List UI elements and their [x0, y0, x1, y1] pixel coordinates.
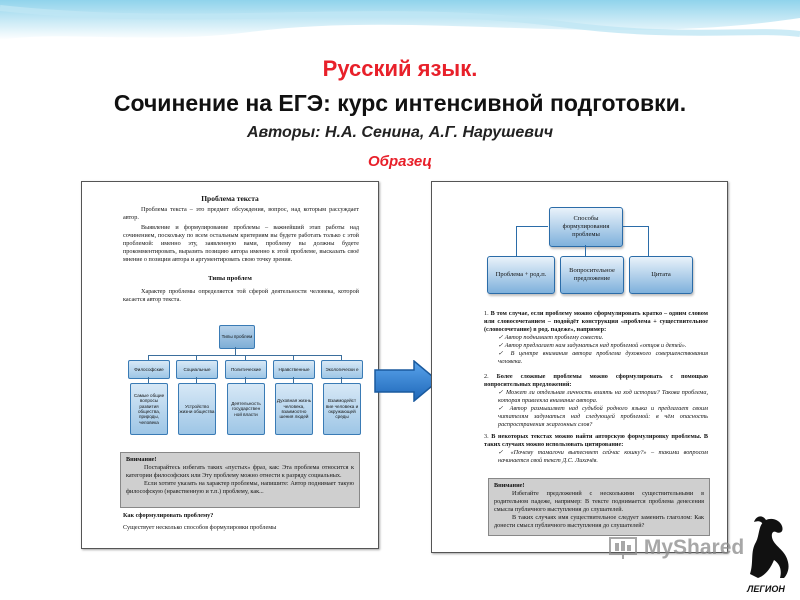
logo-text: ЛЕГИОН	[747, 584, 785, 594]
note-paragraph: Избегайте предложений с несколькими существительными в родительном падеже, например: В тексте поднимается проблема денесения смысла публичного выступления до слушателей.	[494, 490, 704, 513]
paragraph: Характер проблемы определяется той сферой деятельности человека, которой касается автор текста.	[123, 288, 359, 303]
example: ✓ Может ли отдельная личность влиять на ход истории? Такова проблема, которая привлекла внимание автора.	[498, 389, 708, 404]
diagram-category: Экологически е	[321, 360, 363, 379]
diagram-category: Философские	[128, 360, 170, 379]
example: ✓ Автор предлагает нам задуматься над проблемой «отцов и детей».	[498, 342, 687, 349]
example: ✓ «Почему тамагочи вытесняет сейчас кошку?» – такими вопросом начинается свой текст Д.С. Лихачёв.	[498, 449, 708, 464]
example: ✓ Автор поднимает проблему совести.	[498, 334, 604, 341]
subheading: Типы проблем	[208, 275, 252, 282]
right-sample-page	[431, 181, 728, 553]
course-title: Сочинение на ЕГЭ: курс интенсивной подготовки.	[113, 90, 687, 116]
diagram-detail: Устройство жизни общества	[178, 383, 216, 435]
subject-title: Русский язык.	[322, 56, 478, 81]
watermark: MyShared	[608, 536, 744, 560]
authors: Авторы: Н.А. Сенина, А.Г. Нарушевич	[246, 124, 554, 141]
note-paragraph: Постарайтесь избегать таких «пустых» фраз, как: Эта проблема относится к категории философских или Эту проблему можно отнести к разряду социальных.	[126, 464, 354, 479]
page-heading: Проблема текста	[201, 194, 259, 203]
note-paragraph: Если хотите указать на характер проблемы, напишите: Автор поднимает такую философскую (нравственную и т.п.) проблему, как...	[126, 480, 354, 495]
note-title: Внимание!	[494, 482, 525, 489]
item-2: 2. Более сложные проблемы можно сформулировать с помощью вопросительных предложений:	[484, 373, 709, 388]
diagram-root: Способы формулирования проблемы	[549, 207, 623, 247]
diagram-category: Социальные	[176, 360, 218, 379]
diagram-root: Типы проблем	[219, 325, 255, 349]
note-paragraph: В таких случаях имя существительное следует заменить глаголом: Как донести смысл публичного выступления до слушателей?	[494, 514, 704, 529]
example: ✓ В центре внимания автора проблема духовного совершенствования человека.	[498, 350, 709, 365]
diagram-child: Цитата	[629, 256, 693, 294]
diagram-detail: Взаимодейст вие человека и окружающей среды	[323, 383, 361, 435]
item-2-examples	[498, 389, 708, 429]
paragraph: Проблема текста – это предмет обсуждения, вопрос, над которым рассуждает автор.	[123, 206, 359, 221]
diagram-detail: Деятельность государствен ной власти	[227, 383, 265, 435]
diagram-category: Политические	[225, 360, 267, 379]
diagram-child: Вопросительное предложение	[560, 256, 624, 294]
publisher-logo	[736, 512, 796, 598]
item-1-examples	[498, 334, 708, 366]
paragraph: Выявление и формулирование проблемы – важнейший этап работы над сочинением, поскольку по всем остальным критериям вы будете работать только с этой проблемой: именно эту, заявленную вами, проблему вы должны будете прокомментировать, выразить позицию автора именно к этой проблеме, высказать своё мнение о позиции автора и аргументировать свою точку зрения.	[123, 224, 359, 263]
diagram-detail: Духовная жизнь человека, взаимоотно шения людей	[275, 383, 313, 435]
note-title: Внимание!	[126, 456, 157, 463]
left-sample-page	[81, 181, 379, 549]
example: ✓ Автор размышляет над судьбой родного языка и предлагает своим читателям задуматься над следующей проблемой: в чём опасность распространения жаргонных слов?	[498, 405, 708, 428]
diagram-child: Проблема + род.п.	[487, 256, 555, 294]
attention-note	[488, 478, 710, 536]
presentation-icon	[608, 536, 638, 560]
diagram-category: Нравственные	[273, 360, 315, 379]
attention-note	[120, 452, 360, 508]
sample-label: Образец	[368, 153, 432, 170]
item-1: 1. В том случае, если проблему можно сформулировать кратко – одним словом или словосочетанием – подойдёт конструкция «проблема + существительное (словосочетание) в род. падеже», например:	[484, 310, 708, 333]
item-3-examples	[498, 449, 708, 465]
diagram-detail: Самые общие вопросы развития общества, природы, человека	[130, 383, 168, 435]
question-heading: Как сформулировать проблему?	[123, 512, 214, 519]
item-3: 3. В некоторых текстах можно найти авторскую формулировку проблемы. В таких случаях можно использовать цитирование:	[484, 433, 708, 448]
horse-logo-icon	[736, 512, 796, 582]
paragraph: Существует несколько способов формулировки проблемы	[123, 524, 277, 531]
